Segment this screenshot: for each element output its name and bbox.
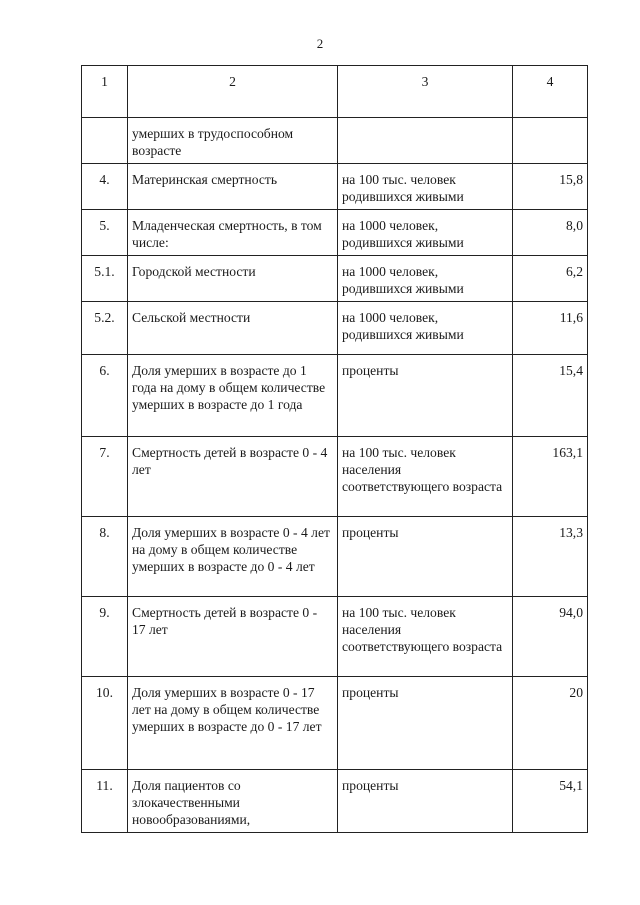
- table-row: [82, 355, 588, 437]
- row-indicator: Городской местности: [128, 256, 338, 302]
- row-unit: на 100 тыс. человек родившихся живыми: [338, 164, 513, 210]
- row-indicator: Доля умерших в возрасте 0 - 4 лет на дому в общем количестве умерших в возрасте до 0 - 4 лет: [128, 517, 338, 597]
- row-indicator: Младенческая смертность, в том числе:: [128, 210, 338, 256]
- row-value: 163,1: [513, 437, 588, 517]
- header-cell-2: 2: [128, 66, 338, 118]
- row-indicator: Смертность детей в возрасте 0 - 17 лет: [128, 597, 338, 677]
- row-unit: проценты: [338, 770, 513, 833]
- table-row: [82, 437, 588, 517]
- row-number: 7.: [82, 437, 128, 517]
- table-row: [82, 256, 588, 302]
- row-value: 6,2: [513, 256, 588, 302]
- row-indicator: Материнская смертность: [128, 164, 338, 210]
- row-number: 10.: [82, 677, 128, 770]
- page-number: 2: [316, 36, 324, 51]
- row-value: [513, 118, 588, 164]
- table-row: [82, 517, 588, 597]
- row-number: 8.: [82, 517, 128, 597]
- row-number: 11.: [82, 770, 128, 833]
- row-number: 6.: [82, 355, 128, 437]
- row-unit: [338, 118, 513, 164]
- table-header-row: [82, 66, 588, 118]
- table-row: [82, 302, 588, 355]
- header-cell-1: 1: [82, 66, 128, 118]
- row-number: 5.2.: [82, 302, 128, 355]
- row-value: 94,0: [513, 597, 588, 677]
- table-row: [82, 597, 588, 677]
- row-number: 4.: [82, 164, 128, 210]
- header-cell-3: 3: [338, 66, 513, 118]
- table-row: [82, 770, 588, 833]
- table-row: [82, 164, 588, 210]
- row-value: 8,0: [513, 210, 588, 256]
- row-unit: на 100 тыс. человек населения соответствующего возраста: [338, 437, 513, 517]
- table-row: [82, 677, 588, 770]
- row-unit: проценты: [338, 355, 513, 437]
- row-indicator: Сельской местности: [128, 302, 338, 355]
- row-indicator: Смертность детей в возрасте 0 - 4 лет: [128, 437, 338, 517]
- row-indicator: умерших в трудоспособном возрасте: [128, 118, 338, 164]
- row-indicator: Доля пациентов со злокачественными новообразованиями,: [128, 770, 338, 833]
- row-value: 54,1: [513, 770, 588, 833]
- row-number: [82, 118, 128, 164]
- row-indicator: Доля умерших в возрасте 0 - 17 лет на дому в общем количестве умерших в возрасте до 0 - 17 лет: [128, 677, 338, 770]
- table-row: [82, 118, 588, 164]
- row-unit: проценты: [338, 677, 513, 770]
- row-value: 20: [513, 677, 588, 770]
- row-number: 5.1.: [82, 256, 128, 302]
- row-value: 15,4: [513, 355, 588, 437]
- header-cell-4: 4: [513, 66, 588, 118]
- row-value: 15,8: [513, 164, 588, 210]
- indicators-table: [81, 65, 588, 833]
- row-value: 13,3: [513, 517, 588, 597]
- table-row: [82, 210, 588, 256]
- row-value: 11,6: [513, 302, 588, 355]
- row-unit: на 100 тыс. человек населения соответствующего возраста: [338, 597, 513, 677]
- row-unit: на 1000 человек, родившихся живыми: [338, 256, 513, 302]
- row-unit: проценты: [338, 517, 513, 597]
- row-indicator: Доля умерших в возрасте до 1 года на дому в общем количестве умерших в возрасте до 1 года: [128, 355, 338, 437]
- row-unit: на 1000 человек, родившихся живыми: [338, 210, 513, 256]
- row-number: 5.: [82, 210, 128, 256]
- row-unit: на 1000 человек, родившихся живыми: [338, 302, 513, 355]
- row-number: 9.: [82, 597, 128, 677]
